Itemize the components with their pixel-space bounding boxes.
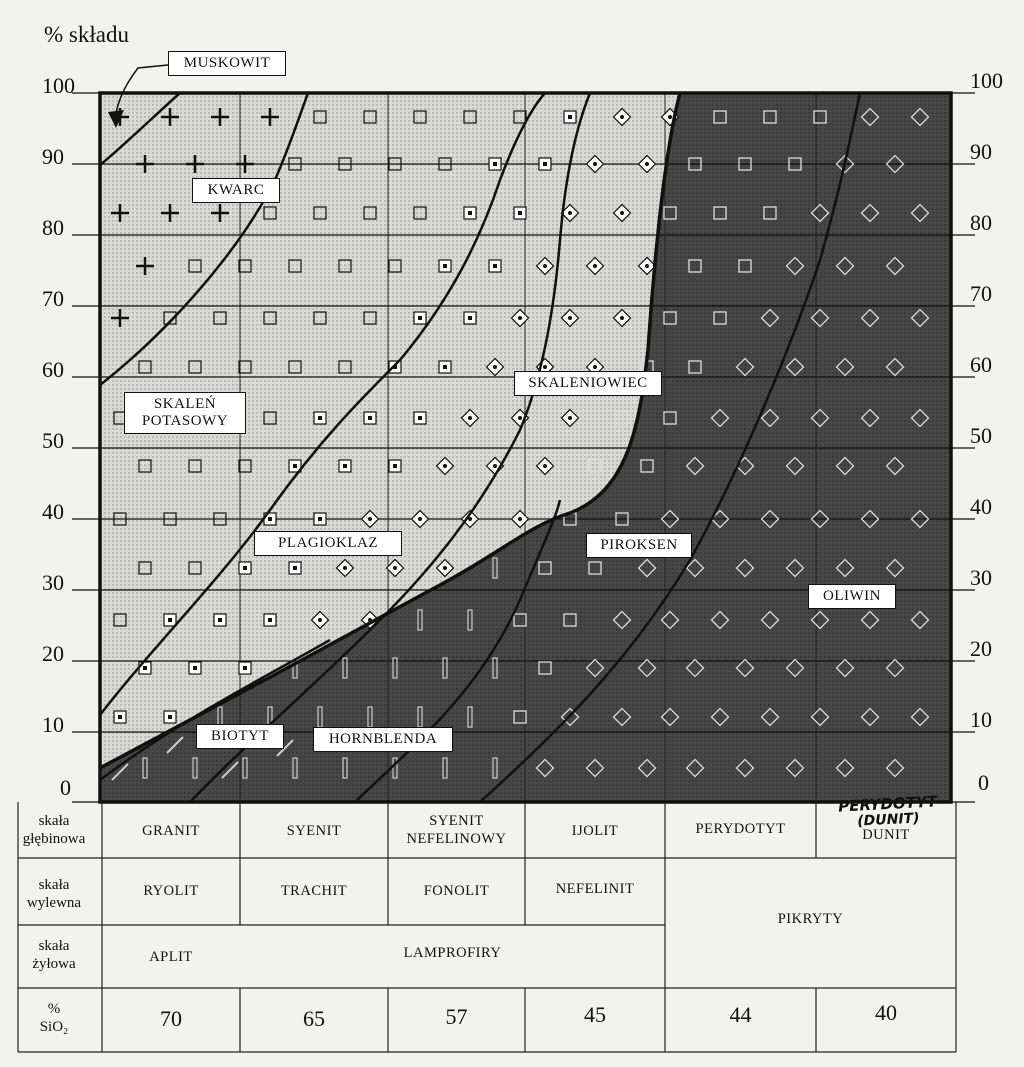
y-tick-left-90: 90 (42, 144, 64, 169)
cell-syenit-nef-2: NEFELINOWY (406, 831, 507, 847)
label-muskowit: MUSKOWIT (168, 51, 286, 76)
label-skaleniowiec: SKALENIOWIEC (514, 371, 662, 396)
plagioclase-dot-symbol (368, 416, 372, 420)
label-piroksen: PIROKSEN (586, 533, 692, 558)
nepheline-dot-symbol (593, 162, 597, 166)
label-biotyt: BIOTYT (196, 724, 284, 749)
cell-ijolit: IJOLIT (571, 823, 619, 839)
handwritten-line1: PERYDOTYT (837, 792, 938, 816)
nepheline-dot-symbol (568, 316, 572, 320)
nepheline-dot-symbol (518, 416, 522, 420)
label-kwarc: KWARC (192, 178, 280, 203)
nepheline-dot-symbol (668, 115, 672, 119)
plagioclase-dot-symbol (293, 566, 297, 570)
y-tick-right-0: 0 (978, 770, 989, 795)
sio2-dunit: 40 (875, 1000, 897, 1025)
sio2-granit: 70 (160, 1006, 182, 1031)
label-oliwin: OLIWIN (808, 584, 896, 609)
plagioclase-dot-symbol (243, 666, 247, 670)
plagioclase-dot-symbol (493, 162, 497, 166)
y-tick-left-70: 70 (42, 286, 64, 311)
nepheline-dot-symbol (343, 566, 347, 570)
cell-dunit: DUNIT (862, 827, 910, 843)
rowhdr-sio2-2: SiO₂ (39, 1019, 69, 1035)
rowhdr-glebinowa-2: głębinowa (22, 831, 86, 847)
rowhdr-wylewna (6, 876, 102, 912)
sio2-syenit: 65 (303, 1006, 325, 1031)
label-hornblenda: HORNBLENDA (313, 727, 453, 752)
rowhdr-wylewna-2: wylewna (26, 895, 82, 911)
plagioclase-dot-symbol (218, 618, 222, 622)
sio2-ijolit: 45 (584, 1002, 606, 1027)
cell-trachit: TRACHIT (280, 883, 348, 899)
y-tick-left-10: 10 (42, 712, 64, 737)
nepheline-dot-symbol (493, 365, 497, 369)
y-tick-right-40: 40 (970, 494, 992, 519)
nepheline-dot-symbol (568, 211, 572, 215)
y-tick-right-30: 30 (970, 565, 992, 590)
rowhdr-wylewna-1: skała (38, 877, 70, 893)
y-tick-left-40: 40 (42, 499, 64, 524)
y-tick-right-100: 100 (970, 68, 1003, 93)
plagioclase-dot-symbol (393, 464, 397, 468)
plagioclase-dot-symbol (268, 517, 272, 521)
cell-granit: GRANIT (142, 823, 200, 839)
y-tick-left-80: 80 (42, 215, 64, 240)
nepheline-dot-symbol (620, 115, 624, 119)
plagioclase-dot-symbol (168, 715, 172, 719)
cell-ryolit: RYOLIT (143, 883, 199, 899)
plagioclase-dot-symbol (418, 416, 422, 420)
plagioclase-dot-symbol (493, 264, 497, 268)
plagioclase-dot-symbol (418, 316, 422, 320)
y-tick-right-70: 70 (970, 281, 992, 306)
plagioclase-dot-symbol (168, 618, 172, 622)
plagioclase-dot-symbol (193, 666, 197, 670)
y-tick-right-80: 80 (970, 210, 992, 235)
rowhdr-zylowa-1: skała (38, 938, 70, 954)
plagioclase-dot-symbol (343, 464, 347, 468)
cell-syenit-nefelinowy (388, 812, 525, 848)
plagioclase-dot-symbol (443, 365, 447, 369)
y-tick-right-90: 90 (970, 139, 992, 164)
cell-syenit-nef-1: SYENIT (429, 813, 484, 829)
nepheline-dot-symbol (620, 316, 624, 320)
nepheline-dot-symbol (568, 416, 572, 420)
rowhdr-sio2 (6, 1000, 102, 1036)
y-tick-right-60: 60 (970, 352, 992, 377)
nepheline-dot-symbol (418, 517, 422, 521)
y-tick-left-30: 30 (42, 570, 64, 595)
plagioclase-dot-symbol (543, 162, 547, 166)
y-tick-right-50: 50 (970, 423, 992, 448)
rowhdr-zylowa-2: żyłowa (32, 956, 76, 972)
nepheline-dot-symbol (443, 566, 447, 570)
cell-perydotyt: PERYDOTYT (695, 821, 786, 837)
nepheline-dot-symbol (593, 264, 597, 268)
y-tick-right-10: 10 (970, 707, 992, 732)
cell-pikryty: PIKRYTY (777, 911, 844, 927)
plagioclase-dot-symbol (468, 316, 472, 320)
nepheline-dot-symbol (645, 162, 649, 166)
label-skalen-line1: SKALEŃ (153, 396, 217, 412)
y-axis-title: % składu (44, 22, 129, 47)
sio2-perydotyt: 44 (729, 1002, 752, 1027)
nepheline-dot-symbol (543, 365, 547, 369)
rowhdr-glebinowa-1: skała (38, 813, 70, 829)
rowhdr-glebinowa (6, 812, 102, 848)
plagioclase-dot-symbol (268, 618, 272, 622)
label-skalen-potasowy (124, 392, 246, 434)
nepheline-dot-symbol (620, 211, 624, 215)
nepheline-dot-symbol (543, 264, 547, 268)
plagioclase-dot-symbol (443, 264, 447, 268)
plagioclase-dot-symbol (318, 416, 322, 420)
y-tick-left-100: 100 (42, 73, 75, 98)
nepheline-dot-symbol (393, 566, 397, 570)
y-tick-right-20: 20 (970, 636, 992, 661)
nepheline-dot-symbol (543, 464, 547, 468)
nepheline-dot-symbol (318, 618, 322, 622)
y-tick-left-50: 50 (42, 428, 64, 453)
cell-fonolit: FONOLIT (423, 883, 490, 899)
plagioclase-dot-symbol (118, 715, 122, 719)
rowhdr-zylowa (6, 937, 102, 973)
nepheline-dot-symbol (368, 517, 372, 521)
nepheline-dot-symbol (593, 365, 597, 369)
plagioclase-dot-symbol (143, 666, 147, 670)
nepheline-dot-symbol (468, 416, 472, 420)
cell-nefelinit: NEFELINIT (555, 881, 635, 897)
cell-syenit: SYENIT (286, 823, 342, 839)
label-plagioklaz: PLAGIOKLAZ (254, 531, 402, 556)
y-tick-left-60: 60 (42, 357, 64, 382)
label-skalen-line2: POTASOWY (141, 413, 229, 429)
plagioclase-dot-symbol (568, 115, 572, 119)
y-tick-left-0: 0 (60, 775, 71, 800)
sio2-syenit-nef: 57 (445, 1004, 468, 1029)
nepheline-dot-symbol (443, 464, 447, 468)
plagioclase-dot-symbol (518, 211, 522, 215)
plagioclase-dot-symbol (468, 211, 472, 215)
cell-lamprofiry: LAMPROFIRY (403, 945, 502, 961)
rowhdr-sio2-1: % (47, 1001, 61, 1017)
plagioclase-dot-symbol (318, 517, 322, 521)
nepheline-dot-symbol (645, 264, 649, 268)
nepheline-dot-symbol (493, 464, 497, 468)
handwritten-line2: (DUNIT) (856, 810, 920, 830)
y-tick-left-20: 20 (42, 641, 64, 666)
plagioclase-dot-symbol (293, 464, 297, 468)
nepheline-dot-symbol (518, 316, 522, 320)
cell-aplit: APLIT (149, 949, 193, 965)
plagioclase-dot-symbol (243, 566, 247, 570)
nepheline-dot-symbol (518, 517, 522, 521)
